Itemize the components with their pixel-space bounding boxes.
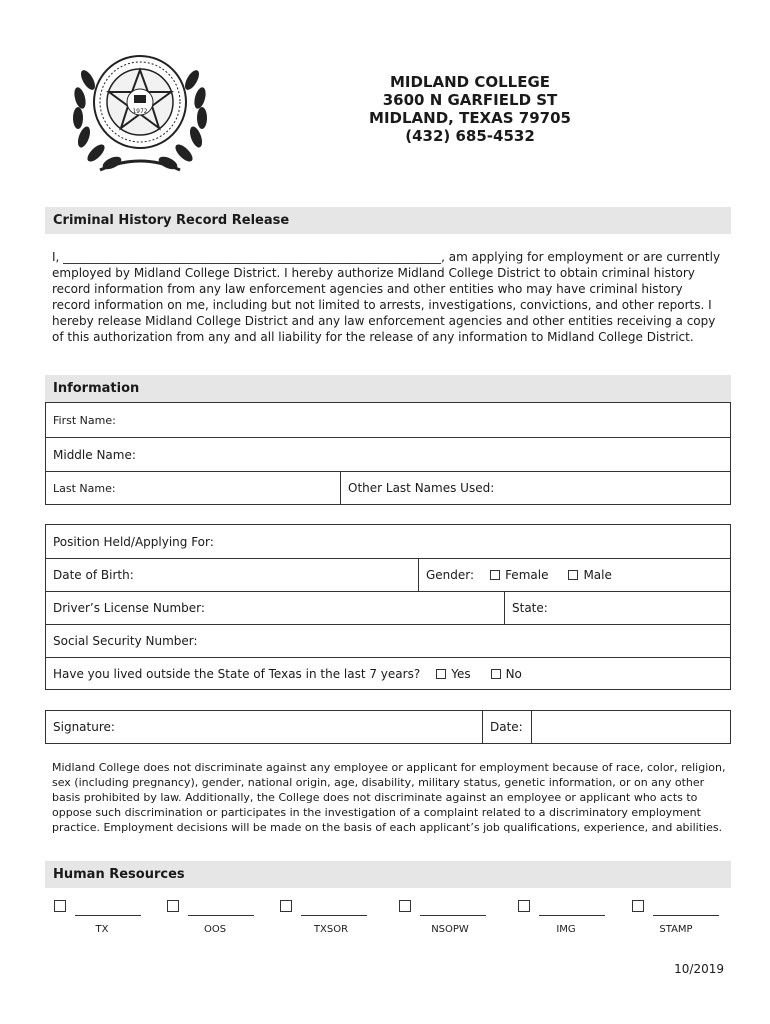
hr-item-nsopw[interactable] [399, 898, 499, 918]
date-label: Date: [490, 720, 523, 734]
license-field[interactable] [46, 592, 504, 624]
stamp-line [653, 915, 719, 916]
tx-checkbox[interactable] [54, 900, 66, 912]
female-checkbox[interactable] [490, 570, 500, 580]
last-name-label: Last Name: [53, 481, 116, 495]
other-last-names-label: Other Last Names Used: [348, 481, 495, 495]
hr-item-img[interactable] [518, 898, 618, 918]
details-table [45, 524, 731, 690]
college-name: MIDLAND COLLEGE [389, 73, 551, 91]
txsor-checkbox[interactable] [280, 900, 292, 912]
hr-label-txsor: TXSOR [313, 924, 349, 935]
dob-row [46, 558, 730, 591]
college-city: MIDLAND, TEXAS 79705 [369, 109, 571, 127]
dob-field[interactable] [46, 559, 418, 591]
ssn-label: Social Security Number: [53, 634, 198, 648]
ssn-field[interactable] [46, 625, 730, 657]
hr-label-tx: TX [95, 924, 109, 935]
signature-row [46, 711, 730, 743]
release-section-title: Criminal History Record Release [45, 207, 731, 234]
college-phone: (432) 685-4532 [405, 127, 535, 145]
license-row [46, 591, 730, 624]
hr-label-nsopw: NSOPW [431, 924, 469, 935]
lived-outside-label: Have you lived outside the State of Texas in the last 7 years? [53, 666, 421, 681]
state-label: State: [512, 601, 548, 615]
img-line [539, 915, 605, 916]
hr-label-img: IMG [556, 924, 576, 935]
male-checkbox[interactable] [568, 570, 578, 580]
signature-label: Signature: [53, 720, 115, 734]
information-section-title: Information [45, 375, 731, 402]
ssn-row [46, 624, 730, 657]
first-name-field[interactable] [46, 403, 730, 437]
hr-label-stamp: STAMP [659, 924, 693, 935]
position-row [46, 525, 730, 558]
license-label: Driver’s License Number: [53, 601, 205, 615]
college-street: 3600 N GARFIELD ST [382, 91, 558, 109]
hr-label-oos: OOS [203, 924, 227, 935]
position-field[interactable] [46, 525, 730, 558]
last-name-row [46, 471, 730, 504]
yes-label: Yes [451, 666, 471, 681]
state-field[interactable] [504, 592, 730, 624]
hr-item-tx[interactable] [54, 898, 154, 918]
oos-checkbox[interactable] [167, 900, 179, 912]
gender-field [418, 559, 730, 591]
nsopw-line [420, 915, 486, 916]
gender-male-option[interactable] [568, 568, 611, 582]
no-label: No [505, 666, 522, 681]
yes-checkbox[interactable] [436, 669, 446, 679]
lived-outside-no-option[interactable] [491, 667, 522, 681]
form-version: 10/2019 [674, 962, 724, 976]
no-checkbox[interactable] [491, 669, 501, 679]
first-name-row [46, 403, 730, 437]
date-field[interactable] [531, 711, 730, 743]
first-name-label: First Name: [53, 413, 116, 427]
lived-outside-yes-option[interactable] [436, 667, 470, 681]
hr-section-title: Human Resources [45, 861, 731, 888]
middle-name-field[interactable] [46, 438, 730, 471]
nondiscrimination-notice: Midland College does not discriminate against any employee or applicant for employment because of race, color, religion, sex (including pregnancy), gender, national origin, age, disability, military status, genetic information, or on any other basis prohibited by law. Additionally, the College does not discriminate against an employee or applicant who acts to oppose such discrimination or participates in the investigation of a complaint related to a discriminatory employment practice. Employment decisions will be made on the basis of each applicant’s job qualifications, experience, and abilities. [52, 761, 726, 834]
college-seal-logo [60, 40, 220, 180]
gender-female-option[interactable] [490, 568, 548, 582]
lived-outside-field [46, 658, 730, 689]
college-address-block [300, 73, 640, 145]
release-paragraph: I, _______________________________________________________________, am applying for employment or are currently employed by Midland College District. I hereby authorize Midland College District to obtain criminal history record information from any law enforcement agencies and other entities who may have criminal history record information on me, including but not limited to arrests, investigations, convictions, and other reports. I hereby release Midland College District and any law enforcement agencies and other entities receiving a copy of this authorization from any and all liability for the release of any information to Midland College District. [52, 250, 721, 344]
female-label: Female [505, 568, 549, 582]
middle-name-row [46, 437, 730, 471]
tx-line [75, 915, 141, 916]
hr-item-txsor[interactable] [280, 898, 380, 918]
middle-name-label: Middle Name: [53, 447, 136, 462]
position-label: Position Held/Applying For: [53, 534, 214, 549]
signature-table [45, 710, 731, 744]
svg-text:1972: 1972 [132, 108, 148, 115]
date-label-cell [482, 711, 531, 743]
lived-outside-row [46, 657, 730, 689]
oos-line [188, 915, 254, 916]
txsor-line [301, 915, 367, 916]
img-checkbox[interactable] [518, 900, 530, 912]
hr-item-stamp[interactable] [632, 898, 732, 918]
nsopw-checkbox[interactable] [399, 900, 411, 912]
dob-label: Date of Birth: [53, 568, 134, 582]
other-last-names-field[interactable] [340, 472, 730, 504]
hr-item-oos[interactable] [167, 898, 267, 918]
last-name-field[interactable] [46, 472, 340, 504]
information-table [45, 402, 731, 505]
stamp-checkbox[interactable] [632, 900, 644, 912]
gender-label: Gender: [426, 568, 475, 582]
signature-field[interactable] [46, 711, 482, 743]
male-label: Male [583, 568, 612, 582]
